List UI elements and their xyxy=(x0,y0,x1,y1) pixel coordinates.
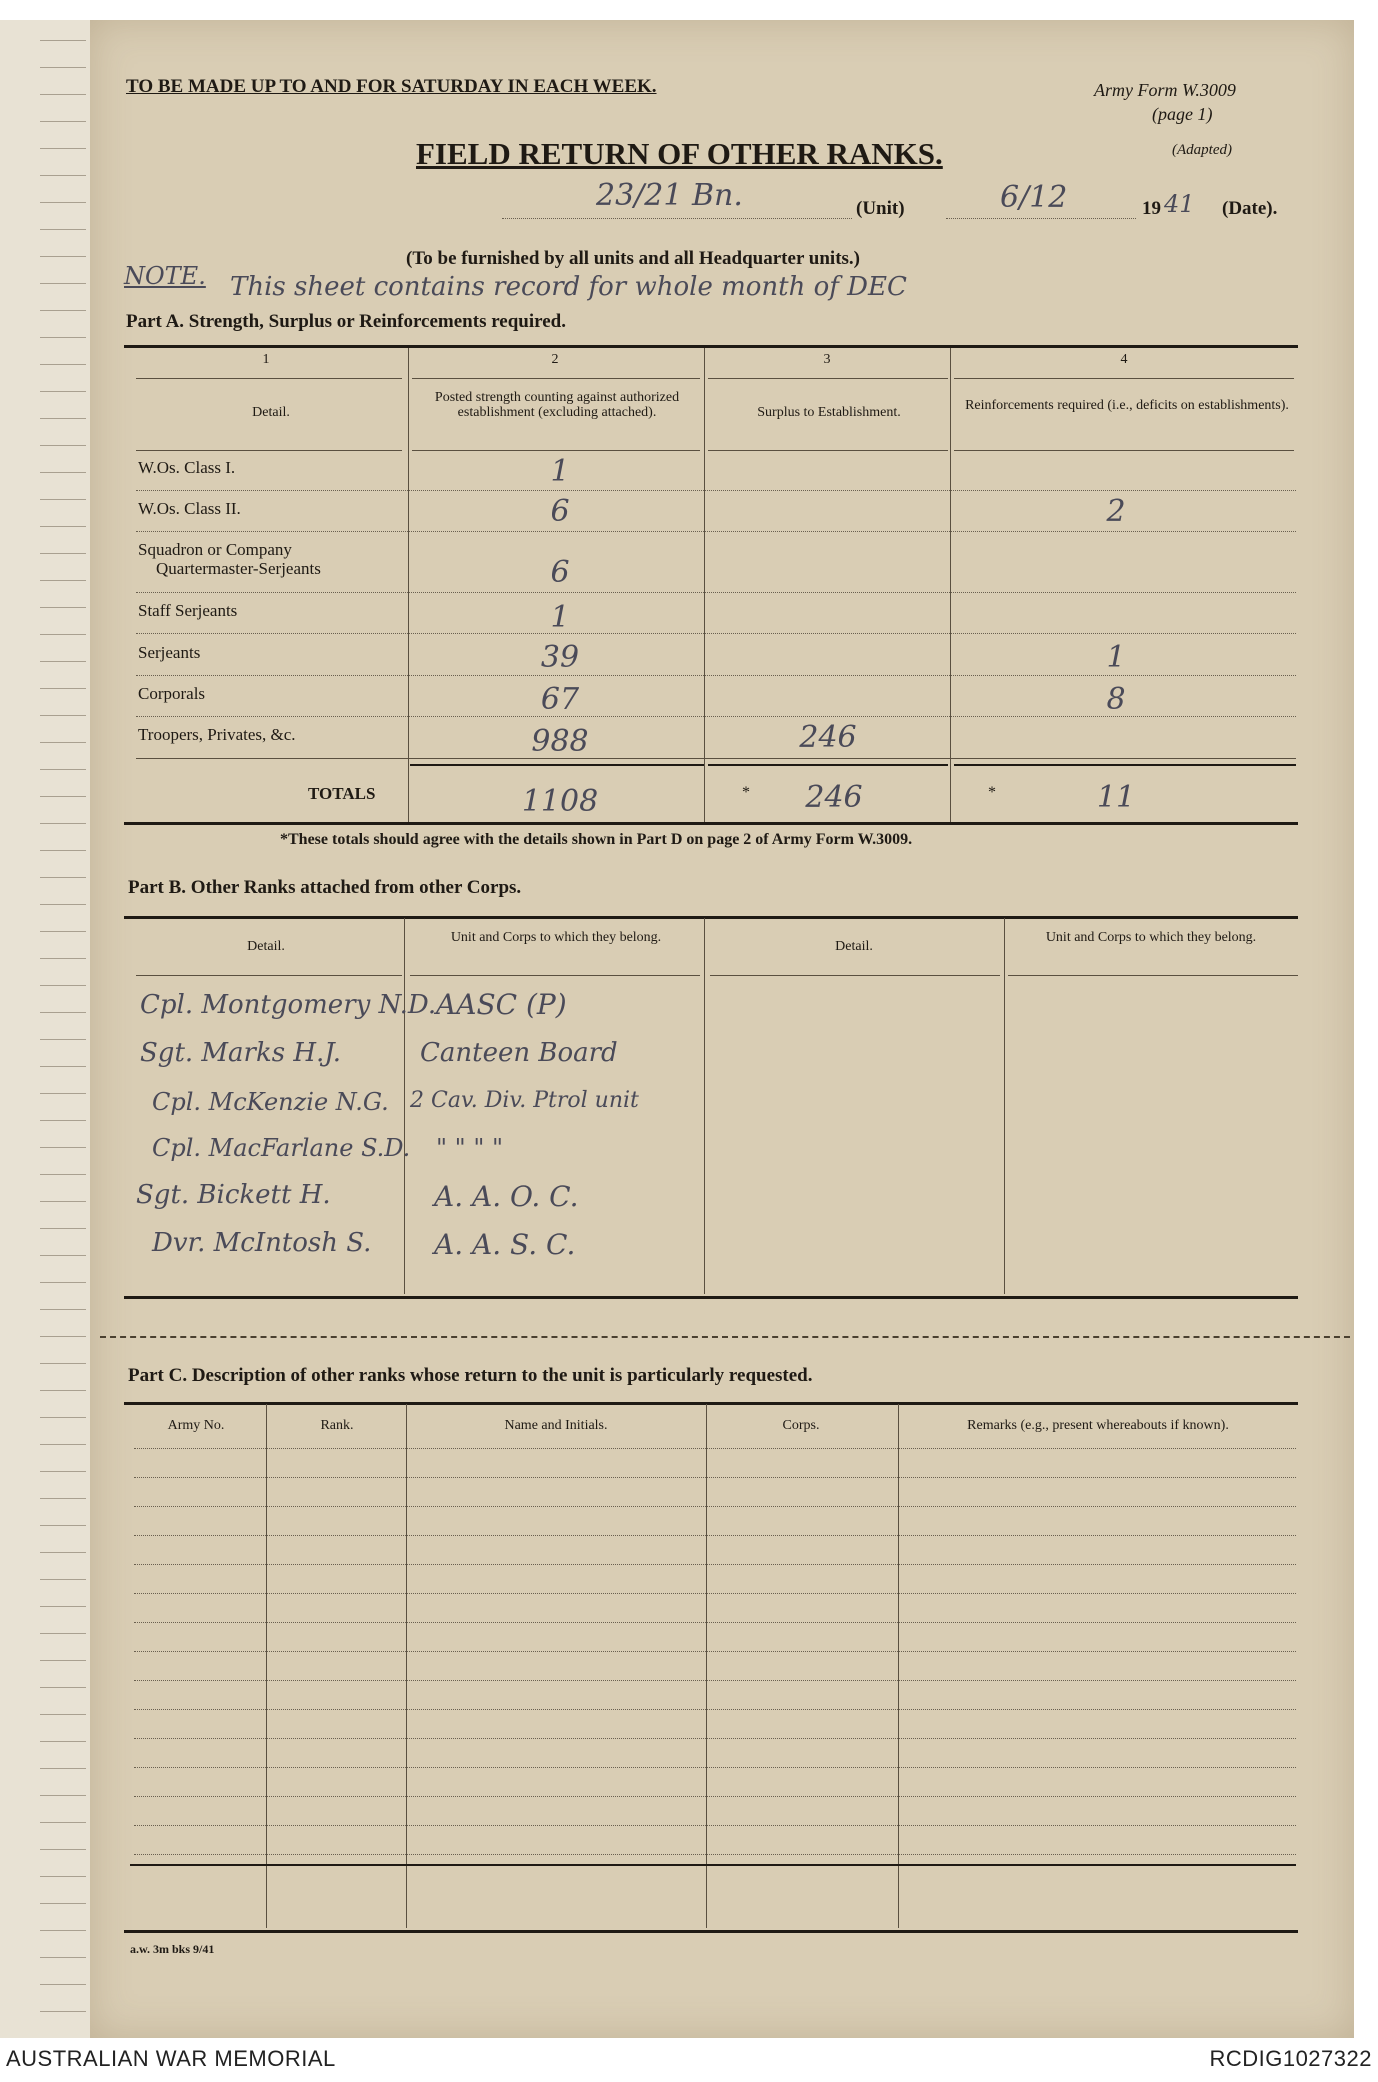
perforation-tick xyxy=(40,67,86,68)
perforation-tick xyxy=(40,1147,86,1148)
perforation-tick xyxy=(40,1228,86,1229)
furnish-note: (To be furnished by all units and all Headquarter units.) xyxy=(406,248,860,269)
rule xyxy=(136,592,1296,593)
rule xyxy=(710,975,1000,976)
perforation-tick xyxy=(40,1876,86,1877)
form-page: (page 1) xyxy=(1152,104,1213,124)
perforation-tick xyxy=(40,1039,86,1040)
part-c-row-rule xyxy=(134,1622,1296,1623)
part-b-col-detail-1: Detail. xyxy=(247,939,285,954)
rule xyxy=(136,531,1296,532)
archive-caption: AUSTRALIAN WAR MEMORIAL xyxy=(6,2046,336,2071)
perforation-tick xyxy=(40,1093,86,1094)
perforation-tick xyxy=(40,931,86,932)
perforation-tick xyxy=(40,526,86,527)
total-posted: 1108 xyxy=(521,784,599,819)
posted-pte: 988 xyxy=(531,724,589,759)
perforation-tick xyxy=(40,1741,86,1742)
total-reinf: 11 xyxy=(1096,780,1136,815)
perforation-tick xyxy=(40,1633,86,1634)
col-header-reinf: Reinforcements required (i.e., deficits on establishments). xyxy=(965,398,1289,413)
col-divider xyxy=(704,348,705,822)
archive-id: RCDIG1027322 xyxy=(1209,2046,1372,2071)
perforation-tick xyxy=(40,1120,86,1121)
rule xyxy=(136,490,1296,491)
col-divider xyxy=(408,348,409,822)
perforation-tick xyxy=(40,850,86,851)
perforation-tick xyxy=(40,1363,86,1364)
part-c-row-rule xyxy=(134,1825,1296,1826)
surplus-star: * xyxy=(742,784,750,801)
reinf-cpl: 8 xyxy=(1106,682,1126,717)
perforation-tick xyxy=(40,1390,86,1391)
page-title: FIELD RETURN OF OTHER RANKS. xyxy=(416,136,943,171)
perforation-tick xyxy=(40,310,86,311)
perforation-tick xyxy=(40,1930,86,1931)
part-a-bottom-rule xyxy=(124,822,1298,825)
row-label-wo1: W.Os. Class I. xyxy=(138,458,236,477)
perforation-tick xyxy=(40,2011,86,2012)
rule xyxy=(954,450,1294,451)
perforation-tick xyxy=(40,1066,86,1067)
attached-detail-1: Cpl. Montgomery N.D. xyxy=(140,990,437,1020)
rule xyxy=(412,450,700,451)
col-num-2: 2 xyxy=(551,352,559,367)
part-b-bottom-rule xyxy=(124,1296,1298,1299)
part-c-title: Part C. Description of other ranks whose return to the unit is particularly requested. xyxy=(128,1365,813,1386)
part-c-bottom-rule xyxy=(124,1930,1298,1933)
perforation-tick xyxy=(40,1903,86,1904)
row-label-pte: Troopers, Privates, &c. xyxy=(138,725,296,744)
part-c-row-rule xyxy=(134,1448,1296,1449)
col-divider xyxy=(266,1404,267,1928)
rule xyxy=(410,764,704,766)
date-value: 6/12 xyxy=(1000,180,1068,215)
perforation-tick xyxy=(40,94,86,95)
part-b-title: Part B. Other Ranks attached from other Corps. xyxy=(128,877,522,898)
attached-detail-3: Cpl. McKenzie N.G. xyxy=(152,1088,389,1116)
perforation-tick xyxy=(40,1471,86,1472)
perforation-tick xyxy=(40,1012,86,1013)
perforation-tick xyxy=(40,769,86,770)
unit-label: (Unit) xyxy=(856,198,905,219)
perforation-tick xyxy=(40,1444,86,1445)
rule xyxy=(136,378,402,379)
perforation-tick xyxy=(40,499,86,500)
part-c-col-corps: Corps. xyxy=(782,1418,820,1433)
perforation-tick xyxy=(40,1417,86,1418)
note-text: This sheet contains record for whole month of DEC xyxy=(230,272,907,302)
perforation-tick xyxy=(40,1525,86,1526)
rule xyxy=(708,764,948,766)
total-surplus: 246 xyxy=(805,780,863,815)
part-c-row-rule xyxy=(134,1593,1296,1594)
perforation-tick xyxy=(40,175,86,176)
perforation-tick xyxy=(40,1714,86,1715)
rule xyxy=(1008,975,1298,976)
rule xyxy=(708,378,948,379)
print-code: a.w. 3m bks 9/41 xyxy=(130,1942,215,1956)
col-num-3: 3 xyxy=(823,352,831,367)
perforation-tick xyxy=(40,1957,86,1958)
rule xyxy=(412,378,700,379)
perforated-margin xyxy=(0,20,91,2038)
part-b-col-detail-2: Detail. xyxy=(835,939,873,954)
tear-line xyxy=(100,1336,1350,1338)
perforation-tick xyxy=(40,418,86,419)
col-divider xyxy=(1004,918,1005,1294)
instruction-text: TO BE MADE UP TO AND FOR SATURDAY IN EACH WEEK. xyxy=(126,76,657,97)
perforation-tick xyxy=(40,661,86,662)
attached-unit-2: Canteen Board xyxy=(420,1038,618,1068)
row-label-cqms-text: Squadron or Company Quartermaster-Serjeants xyxy=(138,540,321,578)
part-c-top-rule xyxy=(124,1402,1298,1405)
perforation-tick xyxy=(40,1255,86,1256)
part-c-row-rule xyxy=(134,1680,1296,1681)
row-label-cqms xyxy=(138,540,398,578)
part-b-col-unit-2: Unit and Corps to which they belong. xyxy=(1045,930,1257,945)
reinf-wo2: 2 xyxy=(1106,494,1126,529)
part-c-row-rule xyxy=(134,1506,1296,1507)
posted-wo2: 6 xyxy=(550,494,570,529)
part-c-row-rule xyxy=(134,1796,1296,1797)
rule xyxy=(136,633,1296,634)
perforation-tick xyxy=(40,40,86,41)
attached-detail-6: Dvr. McIntosh S. xyxy=(152,1228,372,1258)
part-c-col-name: Name and Initials. xyxy=(504,1418,608,1433)
attached-unit-4: " " " " xyxy=(436,1134,504,1162)
adapted-label: (Adapted) xyxy=(1172,142,1232,158)
attached-unit-6: A. A. S. C. xyxy=(434,1228,576,1261)
perforation-tick xyxy=(40,148,86,149)
perforation-tick xyxy=(40,1660,86,1661)
perforation-tick xyxy=(40,958,86,959)
perforation-tick xyxy=(40,1552,86,1553)
perforation-tick xyxy=(40,877,86,878)
col-header-posted: Posted strength counting against authorized establishment (excluding attached). xyxy=(434,390,680,420)
perforation-tick xyxy=(40,1795,86,1796)
posted-wo1: 1 xyxy=(550,454,570,489)
date-line xyxy=(946,218,1136,219)
perforation-tick xyxy=(40,823,86,824)
perforation-tick xyxy=(40,1174,86,1175)
totals-label: TOTALS xyxy=(308,784,376,803)
perforation-tick xyxy=(40,283,86,284)
row-label-cpl: Corporals xyxy=(138,684,206,703)
col-divider xyxy=(404,918,405,1294)
rule xyxy=(954,764,1296,766)
rule xyxy=(410,975,700,976)
part-c-col-armyno: Army No. xyxy=(167,1418,225,1433)
rule xyxy=(708,450,948,451)
note-label: NOTE. xyxy=(124,262,206,290)
col-header-detail: Detail. xyxy=(252,405,290,420)
perforation-tick xyxy=(40,1309,86,1310)
year-prefix: 19 xyxy=(1142,198,1161,219)
part-c-row-rule xyxy=(134,1477,1296,1478)
perforation-tick xyxy=(40,553,86,554)
attached-detail-5: Sgt. Bickett H. xyxy=(136,1180,331,1210)
col-divider xyxy=(950,348,951,822)
part-c-col-rank: Rank. xyxy=(320,1418,354,1433)
perforation-tick xyxy=(40,472,86,473)
perforation-tick xyxy=(40,229,86,230)
perforation-tick xyxy=(40,256,86,257)
row-label-wo2: W.Os. Class II. xyxy=(138,499,241,518)
posted-sgt: 39 xyxy=(540,640,580,675)
perforation-tick xyxy=(40,742,86,743)
perforation-tick xyxy=(40,688,86,689)
perforation-tick xyxy=(40,445,86,446)
reinf-star: * xyxy=(988,784,996,801)
perforation-tick xyxy=(40,337,86,338)
attached-unit-3: 2 Cav. Div. Ptrol unit xyxy=(410,1088,639,1113)
rule xyxy=(136,758,1296,759)
part-c-row-rule xyxy=(134,1854,1296,1855)
part-b-top-rule xyxy=(124,916,1298,919)
perforation-tick xyxy=(40,904,86,905)
part-c-row-rule xyxy=(134,1709,1296,1710)
posted-cqms: 6 xyxy=(550,555,570,590)
rule xyxy=(136,675,1296,676)
part-a-top-rule xyxy=(124,345,1298,348)
col-divider xyxy=(706,1404,707,1928)
perforation-tick xyxy=(40,1579,86,1580)
form-id: Army Form W.3009 xyxy=(1094,80,1236,100)
part-a-title: Part A. Strength, Surplus or Reinforcements required. xyxy=(126,311,566,332)
perforation-tick xyxy=(40,202,86,203)
posted-cpl: 67 xyxy=(540,682,580,717)
perforation-tick xyxy=(40,1336,86,1337)
attached-detail-2: Sgt. Marks H.J. xyxy=(140,1038,341,1068)
row-label-ssgt: Staff Serjeants xyxy=(138,601,238,620)
perforation-tick xyxy=(40,1201,86,1202)
perforation-tick xyxy=(40,391,86,392)
part-c-row-rule xyxy=(134,1767,1296,1768)
totals-footnote: *These totals should agree with the details shown in Part D on page 2 of Army Form W.3009. xyxy=(280,831,913,848)
col-divider xyxy=(704,918,705,1294)
row-label-sgt: Serjeants xyxy=(138,643,201,662)
col-num-1: 1 xyxy=(262,352,270,367)
rule xyxy=(130,1864,1296,1866)
col-num-4: 4 xyxy=(1120,352,1128,367)
perforation-tick xyxy=(40,1687,86,1688)
attached-unit-1: AASC (P) xyxy=(436,988,567,1021)
col-header-surplus: Surplus to Establishment. xyxy=(757,405,901,420)
perforation-tick xyxy=(40,1849,86,1850)
rule xyxy=(136,450,402,451)
year-suffix: 41 xyxy=(1164,190,1195,218)
perforation-tick xyxy=(40,715,86,716)
unit-line xyxy=(502,218,852,219)
perforation-tick xyxy=(40,1282,86,1283)
perforation-tick xyxy=(40,607,86,608)
posted-ssgt: 1 xyxy=(550,600,570,635)
perforation-tick xyxy=(40,1822,86,1823)
part-c-row-rule xyxy=(134,1651,1296,1652)
reinf-sgt: 1 xyxy=(1106,640,1126,675)
rule xyxy=(136,975,402,976)
surplus-pte: 246 xyxy=(799,720,857,755)
part-c-row-rule xyxy=(134,1738,1296,1739)
perforation-tick xyxy=(40,796,86,797)
perforation-tick xyxy=(40,1984,86,1985)
part-c-col-remarks: Remarks (e.g., present whereabouts if known). xyxy=(967,1418,1229,1433)
perforation-tick xyxy=(40,1768,86,1769)
perforation-tick xyxy=(40,634,86,635)
attached-detail-4: Cpl. MacFarlane S.D. xyxy=(152,1134,411,1162)
date-label: (Date). xyxy=(1222,198,1278,219)
perforation-tick xyxy=(40,580,86,581)
attached-unit-5: A. A. O. C. xyxy=(434,1180,579,1213)
rule xyxy=(954,378,1294,379)
col-divider xyxy=(406,1404,407,1928)
part-b-col-unit-1: Unit and Corps to which they belong. xyxy=(450,930,662,945)
part-c-row-rule xyxy=(134,1564,1296,1565)
perforation-tick xyxy=(40,985,86,986)
perforation-tick xyxy=(40,1606,86,1607)
perforation-tick xyxy=(40,364,86,365)
unit-value: 23/21 Bn. xyxy=(596,178,743,213)
col-divider xyxy=(898,1404,899,1928)
perforation-tick xyxy=(40,1498,86,1499)
part-c-row-rule xyxy=(134,1535,1296,1536)
perforation-tick xyxy=(40,121,86,122)
